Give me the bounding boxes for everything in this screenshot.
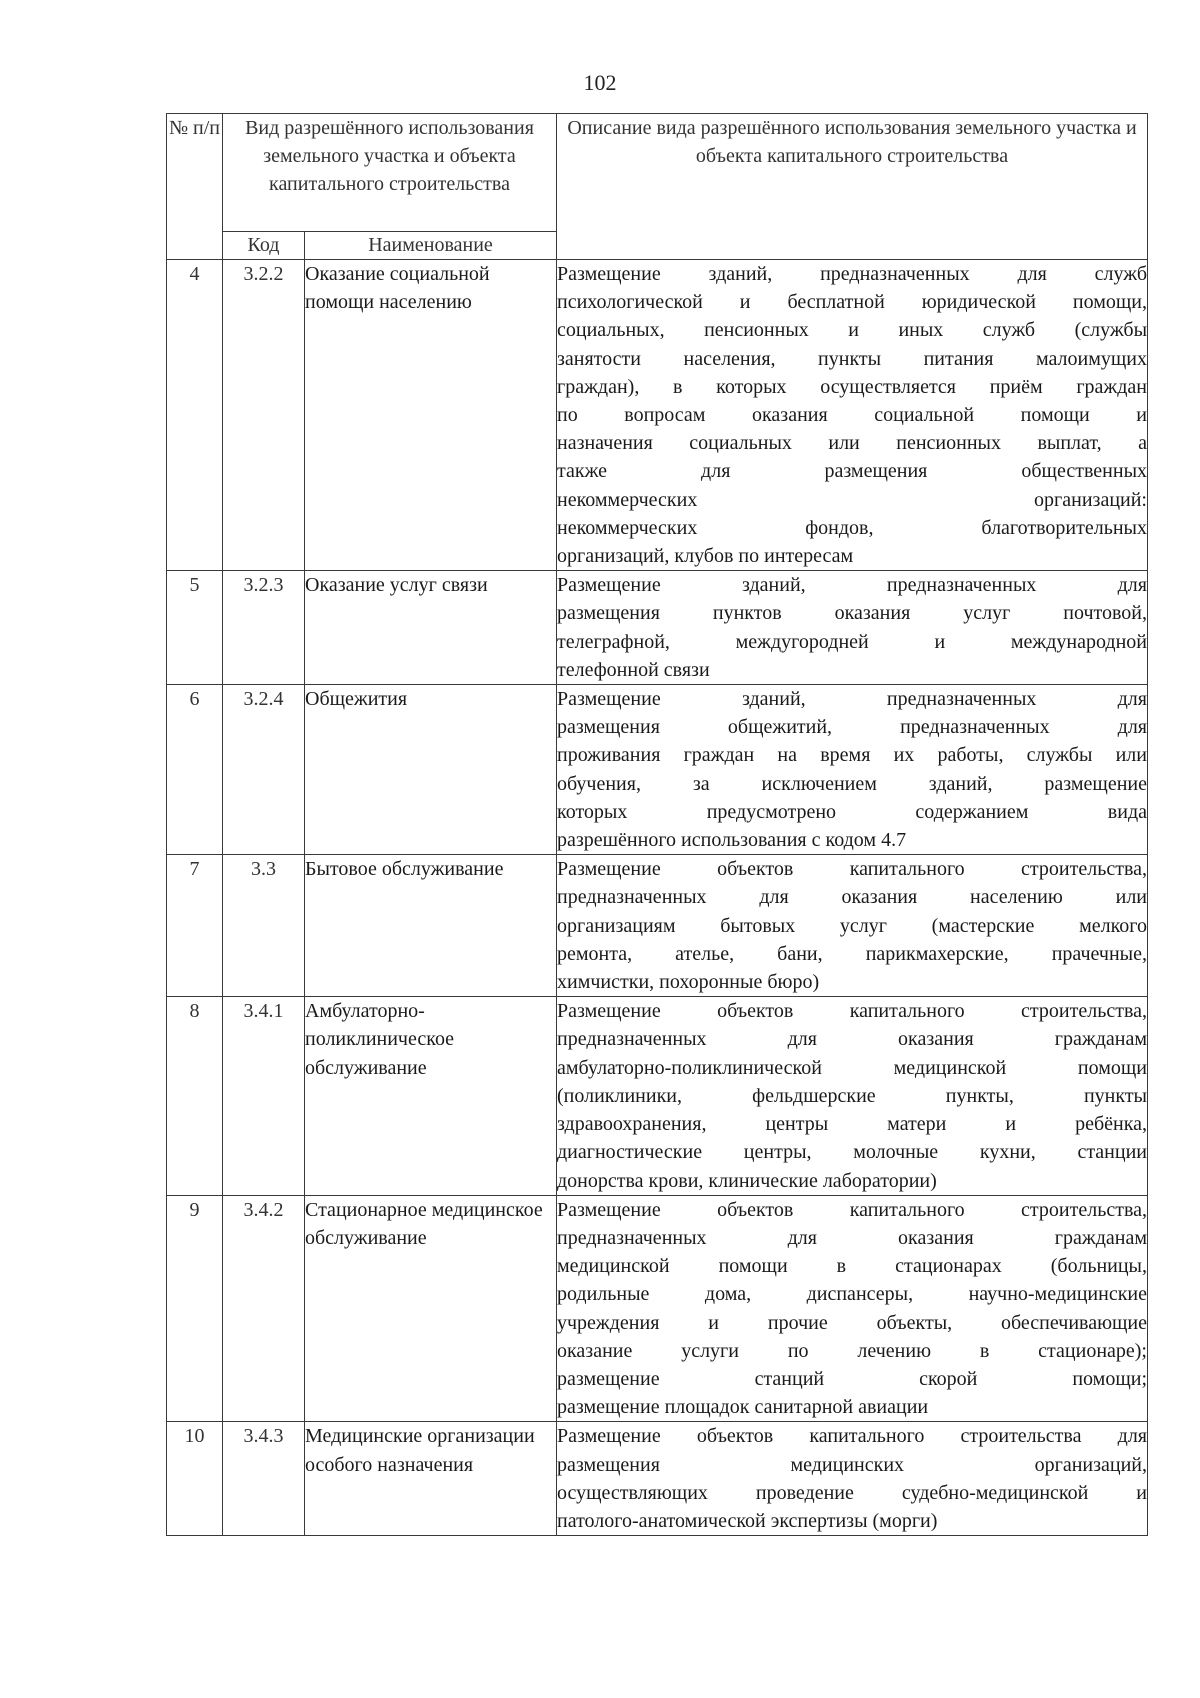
row-name: Бытовое обслуживание: [305, 855, 557, 997]
row-number: 5: [167, 571, 223, 685]
header-description: Описание вида разрешённого использования земельного участка и объекта капитального строительства: [557, 114, 1148, 260]
description-line: Размещение зданий, предназначенных для служб: [557, 263, 1147, 285]
description-line: которых предусмотрено содержанием вида: [557, 800, 1147, 823]
table-row: [167, 260, 1148, 571]
description-line: размещения пунктов оказания услуг почтовой,: [557, 602, 1147, 625]
description-line: разрешённого использования с кодом 4.7: [557, 829, 907, 852]
description-line: Размещение объектов капитального строительства для: [557, 1425, 1147, 1448]
row-name: Стационарное медицинское обслуживание: [305, 1195, 557, 1422]
header-number: [167, 114, 223, 260]
row-number: 10: [167, 1422, 223, 1536]
description-line: предназначенных для оказания гражданам: [557, 1028, 1147, 1051]
header-name: Наименование: [305, 232, 557, 260]
description-line: проживания граждан на время их работы, службы или: [557, 744, 1147, 767]
description-line: здравоохранения, центры матери и ребёнка,: [557, 1113, 1147, 1136]
description-line: осуществляющих проведение судебно-медицинской и: [557, 1481, 1147, 1504]
table-row: [167, 571, 1148, 685]
description-line: обучения, за исключением зданий, размещение: [557, 772, 1147, 795]
row-code: 3.2.3: [223, 571, 305, 685]
row-name: Оказание услуг связи: [305, 571, 557, 685]
page-number: 102: [583, 70, 617, 95]
description-line: также для размещения общественных: [557, 460, 1147, 483]
description-line: родильные дома, диспансеры, научно-медицинские: [557, 1283, 1147, 1306]
description-line: донорства крови, клинические лаборатории): [557, 1169, 937, 1192]
row-description: [557, 997, 1148, 1195]
table-body: [167, 260, 1148, 1536]
row-number: 6: [167, 685, 223, 855]
row-code: 3.4.3: [223, 1422, 305, 1536]
table-row: [167, 1422, 1148, 1536]
row-code: 3.2.2: [223, 260, 305, 571]
description-line: диагностические центры, молочные кухни, станции: [557, 1141, 1147, 1164]
description-line: учреждения и прочие объекты, обеспечивающие: [557, 1311, 1147, 1334]
description-line: патолого-анатомической экспертизы (морги): [557, 1509, 938, 1532]
row-description: [557, 1422, 1148, 1536]
description-line: оказание услуги по лечению в стационаре);: [557, 1339, 1147, 1362]
table-row: [167, 1195, 1148, 1422]
table-row: [167, 855, 1148, 997]
row-description: [557, 855, 1148, 997]
description-line: амбулаторно-поликлинической медицинской помощи: [557, 1056, 1147, 1079]
land-use-table: [166, 113, 1148, 1536]
row-name: Медицинские организации особого назначения: [305, 1422, 557, 1536]
description-line: медицинской помощи в стационарах (больницы,: [557, 1255, 1147, 1278]
description-line: некоммерческих фондов, благотворительных: [557, 516, 1147, 539]
description-line: телефонной связи: [557, 658, 710, 681]
description-line: ремонта, ателье, бани, парикмахерские, прачечные,: [557, 942, 1147, 965]
row-description: [557, 260, 1148, 571]
row-code: 3.4.2: [223, 1195, 305, 1422]
description-line: Размещение зданий, предназначенных для: [557, 574, 1147, 597]
description-line: предназначенных для оказания населению или: [557, 886, 1147, 909]
table-row: [167, 685, 1148, 855]
description-line: (поликлиники, фельдшерские пункты, пункты: [557, 1084, 1147, 1107]
description-line: психологической и бесплатной юридической помощи,: [557, 291, 1147, 314]
description-line: размещения медицинских организаций,: [557, 1453, 1147, 1476]
row-number: 7: [167, 855, 223, 997]
header-permitted-use: Вид разрешённого использования земельного участка и объекта капитального строительства: [223, 114, 557, 232]
row-number: 8: [167, 997, 223, 1195]
row-name: Общежития: [305, 685, 557, 855]
description-line: предназначенных для оказания гражданам: [557, 1226, 1147, 1249]
description-line: размещения общежитий, предназначенных для: [557, 716, 1147, 739]
description-line: организациям бытовых услуг (мастерские мелкого: [557, 914, 1147, 937]
description-line: Размещение объектов капитального строительства,: [557, 1000, 1147, 1023]
description-line: занятости населения, пункты питания малоимущих: [557, 347, 1147, 370]
row-code: 3.3: [223, 855, 305, 997]
description-line: социальных, пенсионных и иных служб (службы: [557, 319, 1147, 342]
description-line: химчистки, похоронные бюро): [557, 971, 820, 994]
description-line: организаций, клубов по интересам: [557, 545, 854, 568]
description-line: граждан), в которых осуществляется приём граждан: [557, 375, 1147, 398]
description-line: размещение площадок санитарной авиации: [557, 1396, 929, 1419]
row-description: [557, 685, 1148, 855]
description-line: телеграфной, междугородней и международной: [557, 630, 1147, 653]
description-line: назначения социальных или пенсионных выплат, а: [557, 432, 1147, 455]
description-line: некоммерческих организаций:: [557, 488, 1147, 511]
row-name: Амбулаторно-поликлиническое обслуживание: [305, 997, 557, 1195]
row-number: 4: [167, 260, 223, 571]
row-number: 9: [167, 1195, 223, 1422]
description-line: по вопросам оказания социальной помощи и: [557, 404, 1147, 427]
header-number-text: № п/п: [168, 117, 221, 139]
row-code: 3.2.4: [223, 685, 305, 855]
table-row: [167, 997, 1148, 1195]
description-line: Размещение объектов капитального строительства,: [557, 1198, 1147, 1221]
row-description: [557, 571, 1148, 685]
row-description: [557, 1195, 1148, 1422]
description-line: Размещение зданий, предназначенных для: [557, 688, 1147, 711]
header-code: Код: [223, 232, 305, 260]
row-code: 3.4.1: [223, 997, 305, 1195]
description-line: размещение станций скорой помощи;: [557, 1367, 1147, 1390]
row-name: Оказание социальной помощи населению: [305, 260, 557, 571]
description-line: Размещение объектов капитального строительства,: [557, 858, 1147, 881]
